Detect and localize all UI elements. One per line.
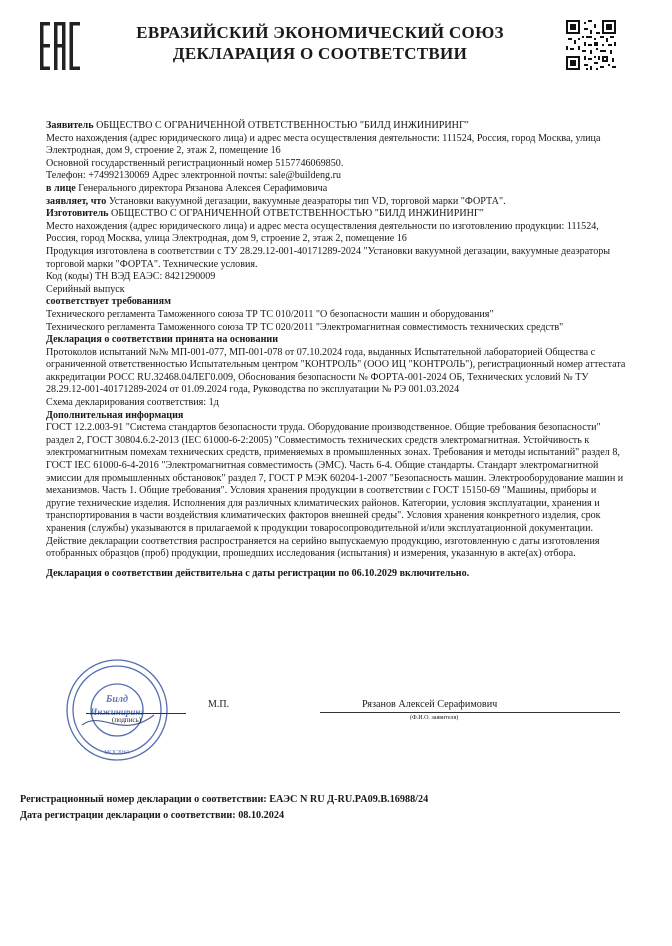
manufacturer-address: Место нахождения (адрес юридического лица) и адрес места осуществления деятельности по изготовлению продукции: 111524, Россия, город Москва, улица Электродная, дом 9, строение 2, этаж 2, помещение 16 (46, 220, 599, 245)
technical-regulation-2: Технического регламента Таможенного союза ТР ТС 020/2011 "Электромагнитная совместимость технических средств" (46, 321, 564, 333)
signature-line (86, 713, 186, 714)
header-declaration-title: ДЕКЛАРАЦИЯ О СООТВЕТСТВИИ (172, 44, 468, 63)
applicant-name: ОБЩЕСТВО С ОГРАНИЧЕННОЙ ОТВЕТСТВЕННОСТЬЮ "БИЛД ИНЖИНИРИНГ" (93, 120, 469, 131)
basis-text: Протоколов испытаний №№ МП-001-077, МП-001-078 от 07.10.2024 года, выданных Испытательной лабораторией Общества с ограниченной ответственностью Испытательным центром "КОНТРОЛЬ" (ООО ИЦ "КОНТРОЛЬ"), регистрационный номер аттестата аккредитации РОСС RU.32468.04ЛЕГ0.009, Обоснования безопасности № ФОРТА-001-2024 ОБ, Технических условий № ТУ 28.29.12-001-40171289-2024 от 01.09.2024 года, Руководства по эксплуатации № РЭ 001.03.2024 (46, 346, 626, 396)
signer-name-line (320, 712, 620, 713)
signature-caption: (подпись) (112, 716, 142, 724)
signer-name: Рязанов Алексей Серафимович (362, 699, 498, 710)
stamp-place-label: М.П. (208, 699, 230, 710)
technical-regulation-1: Технического регламента Таможенного союза ТР ТС 010/2011 "О безопасности машин и оборудования" (46, 308, 494, 320)
seal-city: МОСКВА (104, 750, 130, 756)
applicant-line (46, 120, 626, 133)
applicant-address: Место нахождения (адрес юридического лица) и адрес места осуществления деятельности: 111524, Россия, город Москва, улица Электродная, дом 9, строение 2, этаж 2, помещение 16 (46, 132, 601, 157)
applicant-label: Заявитель (46, 120, 94, 131)
applicant-person-line (46, 183, 626, 196)
hs-code: Код (коды) ТН ВЭД ЕАЭС: 8421290009 (46, 271, 216, 283)
applicant-ogrn: Основной государственный регистрационный номер 5157746069850. (46, 157, 344, 169)
product-spec: Продукция изготовлена в соответствии с ТУ 28.29.12-001-40171289-2024 "Установки вакуумной дегазации, вакуумные деаэраторы торговой марки "ФОРТА". Технические условия. (46, 245, 611, 270)
manufacturer-name: ОБЩЕСТВО С ОГРАНИЧЕННОЙ ОТВЕТСТВЕННОСТЬЮ "БИЛД ИНЖИНИРИНГ" (108, 208, 484, 220)
registration-number: Регистрационный номер декларации о соответствии: ЕАЭС N RU Д-RU.PA09.B.16988/24 (20, 794, 429, 805)
person-label: в лице (46, 182, 76, 194)
release-type: Серийный выпуск (46, 283, 125, 295)
qr-code (566, 20, 616, 70)
svg-text:Инжиниринг: Инжиниринг (90, 707, 144, 717)
signer-name-caption: (Ф.И.О. заявителя) (410, 715, 459, 721)
eac-logo (40, 22, 80, 70)
validity-statement: Декларация о соответствии действительна с даты регистрации по 06.10.2029 включительно. (46, 567, 470, 579)
header-union-title: ЕВРАЗИЙСКИЙ ЭКОНОМИЧЕСКИЙ СОЮЗ (136, 23, 504, 42)
additional-info-text: ГОСТ 12.2.003-91 "Система стандартов безопасности труда. Оборудование производственное. Общие требования безопасности" раздел 2, ГОСТ 30804.6.2-2013 (IEC 61000-6-2:2005) "Совместимость технических средств электромагнитная. Устойчивость к электромагнитным помехам технических средств, применяемых в промышленных зонах. Требования и методы испытаний" раздел 8, ГОСТ IEC 61000-6-4-2016 "Электромагнитная совместимость (ЭМС). Часть 6-4. Общие стандарты. Стандарт электромагнитной эмиссии для промышленных обстановок" раздел 7, ГОСТ Р МЭК 60204-1-2007 "Безопасность машин. Электрооборудование машин и механизмов. Часть 1. Общие требования". Условия хранения продукции в соответствии с ГОСТ 15150-69 "Машины, приборы и другие технические изделия. Исполнения для различных климатических районов. Категории, условия эксплуатации, хранения и транспортирования в части воздействия климатических факторов внешней среды". Условия хранения конкретного изделия, срок хранения (службы) указываются в прилагаемой к продукции товаросопроводительной и/или эксплуатационной документации. Действие декларации соответствия распространяется на серийно выпускаемую продукцию, изготовленную с даты изготовления отобранных образцов (проб) продукции, прошедших исследования (испытания) и измерения, указанную в акте(ах) отбора. (46, 422, 624, 560)
manufacturer-line (46, 208, 626, 221)
manufacturer-label: Изготовитель (46, 208, 109, 220)
declaration-body (46, 120, 626, 580)
company-seal (62, 655, 172, 765)
declared-product: Установки вакуумной дегазации, вакуумные деаэраторы тип VD, торговой марки "ФОРТА". (106, 195, 506, 207)
applicant-contacts: Телефон: +74992130069 Адрес электронной почты: sale@buildeng.ru (46, 170, 342, 182)
registration-date: Дата регистрации декларации о соответствии: 08.10.2024 (20, 810, 285, 821)
svg-text:Билд: Билд (105, 694, 129, 705)
declares-label: заявляет, что (46, 195, 107, 207)
additional-info-label: Дополнительная информация (46, 409, 184, 421)
basis-label: Декларация о соответствии принята на основании (46, 334, 279, 346)
document-header (100, 22, 540, 64)
person-name: Генерального директора Рязанова Алексея Серафимовича (75, 182, 328, 194)
declaration-scheme: Схема декларирования соответствия: 1д (46, 397, 219, 409)
compliance-label: соответствует требованиям (46, 296, 172, 308)
declares-line (46, 196, 626, 209)
